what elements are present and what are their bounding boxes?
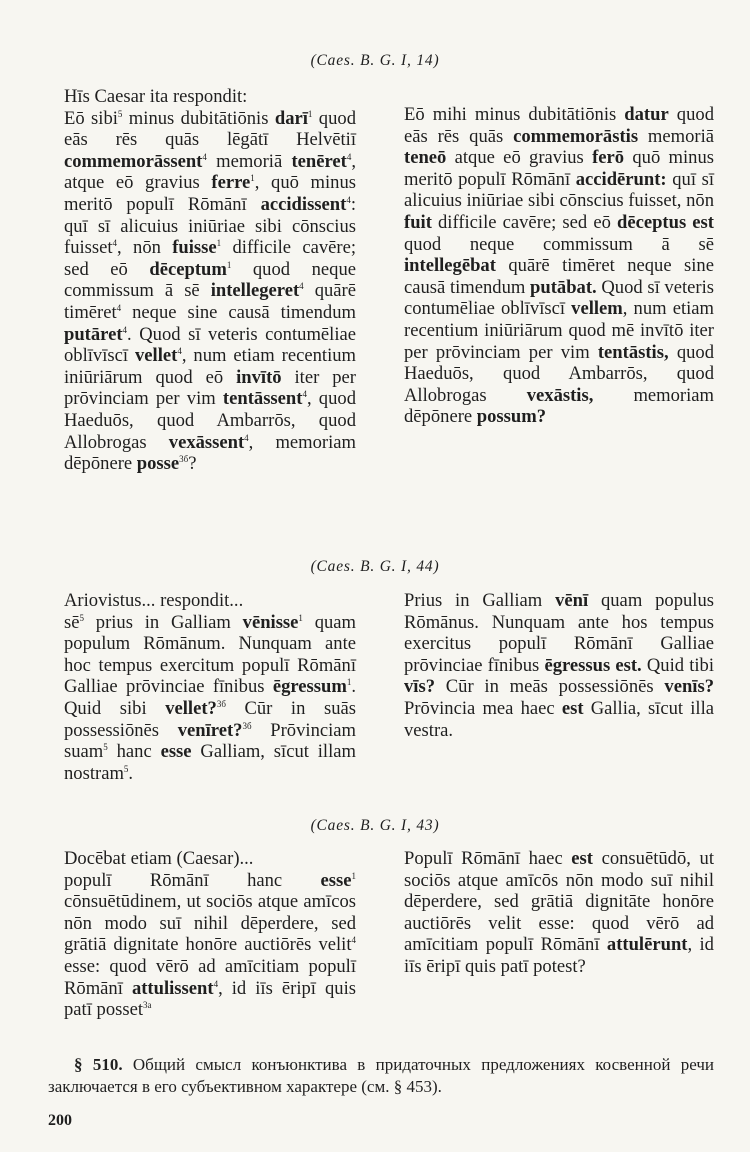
footnote-marker: 1: [298, 612, 303, 623]
footnote-marker: 4: [202, 151, 207, 162]
verb-form: accidērunt:: [575, 168, 667, 190]
footnote-marker: 5: [103, 741, 108, 752]
verb-form: darī: [274, 107, 308, 129]
text-run: neque sine causā timendum: [121, 301, 356, 323]
text-run: quārē timēret neque sine causā timendum: [404, 255, 714, 298]
text-run: quī sī alicuius iniūriae sibi cōnscius fuisset, nōn: [404, 168, 714, 212]
verb-form: vexāssent: [168, 431, 245, 453]
footnote-marker: 4: [299, 281, 304, 292]
text-run: , num etiam recentium iniūriārum quod eō: [64, 345, 356, 388]
source-citation: (Caes. B. G. I, 14): [310, 52, 440, 69]
footnote-marker: 4: [112, 237, 118, 248]
text-run: quam populus Rōmānus. Nunquam ante hos tempus exercitus populī Rōmānī Galliae prōvinciae fīnibus: [404, 590, 714, 676]
text-run: difficile cavēre; sed eō: [431, 211, 617, 233]
footnote-marker: 1: [346, 677, 352, 688]
text-run: iter per prōvinciam per vim: [64, 366, 356, 410]
text-run: memoriā: [638, 125, 715, 147]
text-run: , id iīs ēripī quis patī potest?: [404, 934, 714, 977]
verb-form: esse: [160, 741, 192, 763]
text-run: quod neque commissum ā sē: [404, 233, 714, 255]
footnote-marker: 4: [351, 935, 356, 946]
text-run: Cūr in suās possessiōnēs: [64, 697, 356, 741]
text-run: quod Haeduōs, quod Ambarrōs, quod Allobrogas: [404, 341, 715, 406]
verb-form: vēnī: [555, 590, 589, 611]
footnote-marker: 4: [177, 345, 182, 356]
footnote-marker: 5: [123, 763, 129, 774]
text-run: ?: [188, 453, 197, 475]
text-run: hanc: [107, 741, 161, 763]
verb-form: intellegēbat: [404, 255, 496, 277]
verb-form: putāret: [64, 323, 123, 345]
text-run: Gallia, sīcut illa vestra.: [404, 697, 714, 741]
text-run: Prius in Galliam: [404, 590, 556, 611]
verb-form: vīs?: [404, 676, 435, 698]
verb-form: invītō: [236, 366, 282, 388]
text-run: quam populum Rōmānum. Nunquam ante hoc tempus exercitum populī Rōmānī Galliae prōvinciae fīnibus: [64, 611, 357, 698]
text-run: Cūr in meās possessiōnēs: [435, 676, 665, 698]
indirect-speech-column: [64, 590, 356, 784]
text-run: memoriam dēpōnere: [404, 384, 715, 428]
footnote-marker: 5: [79, 612, 84, 623]
text-run: quod eās rēs quās: [404, 104, 714, 147]
footnote-marker: 1: [307, 108, 313, 119]
text-run: .: [128, 762, 134, 784]
verb-form: possum?: [476, 406, 547, 428]
text-run: Quod sī veteris contumēliae oblīvīscī: [404, 276, 714, 320]
verb-form: teneō: [404, 147, 447, 169]
verb-form: ēgressus est.: [544, 654, 642, 676]
verb-form: tentāstis,: [597, 341, 669, 363]
verb-form: vēnisse: [242, 611, 299, 633]
footnote-marker: 3б: [179, 453, 189, 464]
text-run: consuētūdō, ut sociōs atque amīcōs nōn modo suī nihil dēperdere, sed grātiā dignitāte honōre auctiōrēs velit esse: quod vērō ad amīcitiam populī Rōmānī: [404, 848, 714, 956]
verb-form: dēceptum: [149, 258, 227, 280]
footnote-marker: 4: [346, 151, 352, 162]
text-run: minus dubitātiōnis: [122, 107, 275, 129]
text-run: populī Rōmānī hanc: [64, 869, 321, 891]
text-run: , memoriam dēpōnere: [64, 431, 356, 475]
footnote-marker: 4: [346, 194, 351, 205]
verb-form: intellegeret: [210, 280, 300, 302]
text-run: quō minus meritō populī Rōmānī: [404, 147, 714, 190]
source-citation: (Caes. B. G. I, 44): [310, 558, 440, 575]
verb-form: esse: [320, 869, 352, 891]
verb-form: datur: [624, 104, 669, 125]
verb-form: accidissent: [260, 193, 347, 215]
verb-form: venīs?: [664, 676, 714, 698]
footnote-marker: 3б: [242, 720, 252, 731]
direct-speech-column: [404, 848, 714, 978]
footnote-marker: 3а: [143, 999, 152, 1010]
text-run: quārē timēret: [64, 280, 356, 323]
text-run: Hīs Caesar ita respondit:: [64, 86, 248, 107]
verb-form: fuisse: [172, 237, 217, 259]
section-text: Общий смысл конъюнктива в придаточных предложениях косвенной речи заключается в его субъективном характере (см. § 453).: [48, 1055, 714, 1096]
footnote-marker: 3б: [216, 698, 226, 709]
verb-form: putābat.: [530, 276, 597, 298]
direct-speech-column: [404, 590, 714, 741]
text-run: atque eō gravius: [446, 147, 593, 169]
indirect-speech-column: [64, 86, 356, 475]
footnote-marker: 1: [351, 870, 356, 881]
text-run: difficile cavēre; sed eō: [64, 237, 356, 280]
text-run: quod neque commissum ā sē: [64, 258, 356, 302]
verb-form: ēgressum: [272, 676, 347, 698]
verb-form: fuit: [404, 211, 432, 233]
text-run: , quod Haeduōs, quod Ambarrōs, quod Allobrogas: [64, 388, 356, 453]
verb-form: vellem: [571, 298, 623, 320]
verb-form: ferre: [211, 172, 251, 194]
text-run: memoriā: [206, 150, 292, 172]
footnote-marker: 4: [213, 978, 219, 989]
text-run: , id iīs ēripī quis patī posset: [64, 977, 357, 1021]
footnote-marker: 1: [226, 259, 232, 270]
text-run: sē: [64, 611, 80, 633]
text-run: Eō sibi: [64, 107, 118, 129]
text-run: Quid tibi: [641, 654, 715, 676]
verb-form: est: [561, 697, 584, 719]
footnote-marker: 4: [122, 324, 128, 335]
verb-form: ferō: [592, 147, 625, 169]
footnote-marker: 5: [117, 108, 123, 119]
verb-form: vexāstis,: [526, 384, 594, 406]
verb-form: posse: [136, 453, 180, 475]
text-run: . Quod sī veteris contumēliae oblīvīscī: [64, 323, 356, 367]
footnote-marker: 1: [250, 173, 255, 184]
section-number: § 510.: [74, 1055, 123, 1074]
text-run: , num etiam recentium iniūriārum quod mē invītō iter per prōvinciam per vim: [404, 298, 714, 363]
text-run: Populī Rōmānī haec: [404, 848, 572, 869]
verb-form: attulērunt: [606, 934, 688, 956]
text-run: quod eās rēs quās lēgātī Helvētiī: [64, 107, 356, 151]
text-run: , atque eō gravius: [64, 150, 356, 194]
verb-form: vellet: [135, 345, 178, 367]
verb-form: tentāssent: [222, 388, 303, 410]
text-run: Prōvincia mea haec: [404, 697, 562, 719]
page-number: 200: [48, 1112, 72, 1129]
verb-form: commemorāssent: [64, 150, 203, 172]
text-run: . Quid sibi: [64, 676, 356, 719]
text-run: Galliam, sīcut illam nostram: [64, 741, 356, 784]
verb-form: tenēret: [291, 150, 347, 172]
text-run: esse: quod vērō ad amīcitiam populī Rōmānī: [64, 955, 356, 999]
text-run: Ariovistus... respondit...: [64, 590, 244, 611]
verb-form: est: [571, 848, 593, 869]
text-run: Prōvinciam suam: [64, 719, 356, 763]
direct-speech-column: [404, 104, 714, 428]
verb-form: dēceptus est: [616, 211, 714, 233]
footnote-marker: 4: [302, 389, 307, 400]
text-run: , quō minus meritō populī Rōmānī: [64, 172, 357, 215]
text-run: Docēbat etiam (Caesar)...: [64, 848, 254, 869]
footnote-marker: 4: [244, 432, 249, 443]
verb-form: venīret?: [177, 719, 243, 741]
text-run: cōnsuētūdinem, ut sociōs atque amīcos nōn modo suī nihil dēperdere, sed grātiā dignitate honōre auctiōrēs velit: [64, 891, 356, 956]
footnote-marker: 4: [116, 302, 122, 313]
text-run: : quī sī alicuius iniūriae sibi cōnscius fuisset: [64, 193, 356, 259]
verb-form: vellet?: [165, 697, 217, 719]
text-run: , nōn: [117, 237, 173, 259]
indirect-speech-column: [64, 848, 356, 1021]
text-run: Eō mihi minus dubitātiōnis: [404, 104, 625, 125]
source-citation: (Caes. B. G. I, 43): [310, 817, 440, 834]
text-run: prius in Galliam: [84, 611, 243, 633]
verb-form: commemorāstis: [513, 125, 639, 147]
verb-form: attulissent: [131, 977, 214, 999]
footnote-marker: 1: [216, 237, 222, 248]
section-paragraph: [48, 1054, 714, 1098]
